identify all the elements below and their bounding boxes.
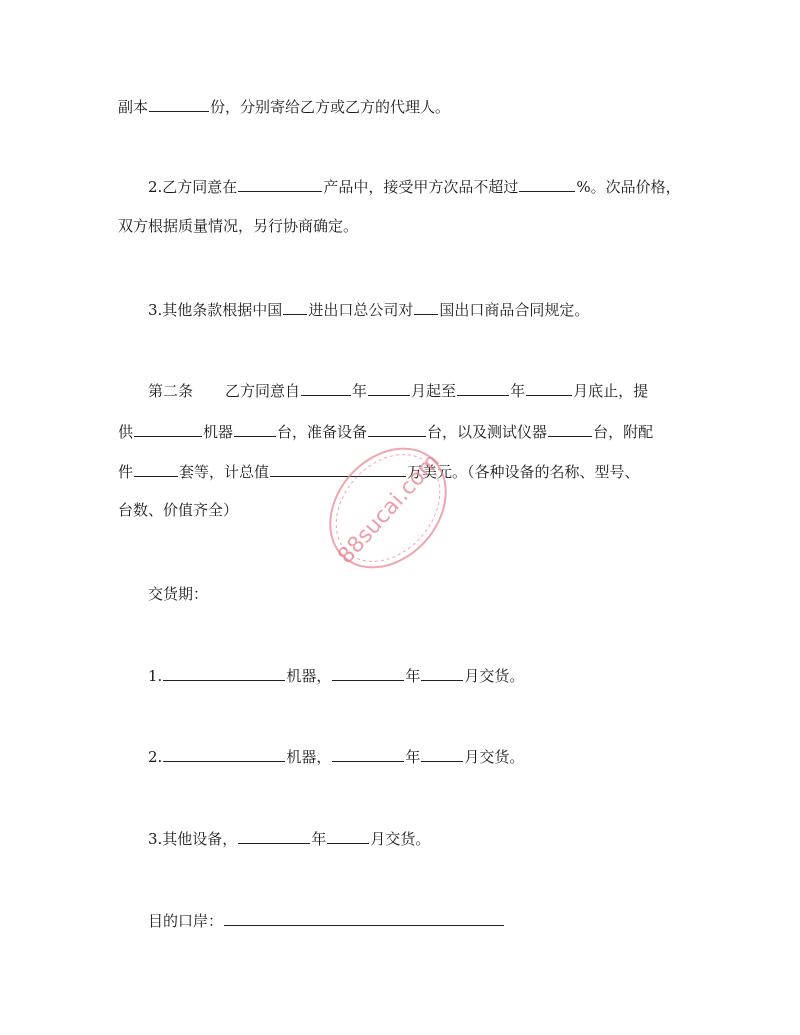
delivery-item-2: 2. 机器， 年 月交货。 bbox=[148, 748, 525, 766]
paragraph-defective-rate-cont: 双方根据质量情况，另行协商确定。 bbox=[118, 217, 359, 235]
blank-field bbox=[332, 746, 404, 762]
article-heading: 第二条 bbox=[148, 382, 194, 400]
blank-field bbox=[134, 461, 178, 477]
blank-field bbox=[163, 665, 285, 681]
blank-field bbox=[238, 828, 310, 844]
blank-field bbox=[238, 176, 322, 192]
destination-port: 目的口岸： bbox=[148, 910, 505, 930]
article-two-line4: 台数、价值齐全） bbox=[118, 501, 239, 519]
delivery-heading: 交货期： bbox=[148, 585, 209, 603]
blank-field bbox=[301, 380, 351, 396]
paragraph-other-terms: 3.其他条款根据中国 进出口总公司对 国出口商品合同规定。 bbox=[148, 301, 590, 319]
blank-field bbox=[283, 299, 307, 315]
delivery-item-3: 3.其他设备， 年 月交货。 bbox=[148, 830, 431, 848]
blank-field bbox=[368, 380, 410, 396]
blank-field bbox=[526, 380, 572, 396]
blank-field bbox=[163, 746, 285, 762]
watermark-stamp bbox=[318, 438, 458, 578]
blank-field bbox=[149, 96, 209, 112]
blank-field bbox=[519, 176, 575, 192]
blank-field bbox=[457, 380, 509, 396]
article-two-line3: 件 套等，计总值 万美元。（各种设备的名称、型号、 bbox=[118, 463, 640, 481]
watermark-text: 88sucai.com bbox=[333, 448, 445, 570]
paragraph-defective-rate: 2.乙方同意在 产品中，接受甲方次品不超过 %。次品价格， bbox=[148, 178, 681, 196]
delivery-item-1: 1. 机器， 年 月交货。 bbox=[148, 667, 525, 685]
paragraph-copies: 副本 份，分别寄给乙方或乙方的代理人。 bbox=[118, 98, 451, 116]
article-two-line2: 供 机器 台，准备设备 台，以及测试仪器 台，附配 bbox=[118, 423, 654, 441]
article-two-line1: 第二条 乙方同意自 年 月起至 年 月底止，提 bbox=[148, 382, 649, 400]
blank-field bbox=[234, 421, 276, 437]
watermark-seal-icon bbox=[318, 438, 458, 578]
blank-field bbox=[414, 299, 438, 315]
blank-field bbox=[421, 665, 463, 681]
blank-field bbox=[332, 665, 404, 681]
blank-field bbox=[224, 910, 504, 926]
blank-field bbox=[421, 746, 463, 762]
blank-field bbox=[270, 461, 406, 477]
blank-field bbox=[327, 828, 369, 844]
blank-field bbox=[134, 421, 202, 437]
blank-field bbox=[368, 421, 426, 437]
blank-field bbox=[548, 421, 592, 437]
